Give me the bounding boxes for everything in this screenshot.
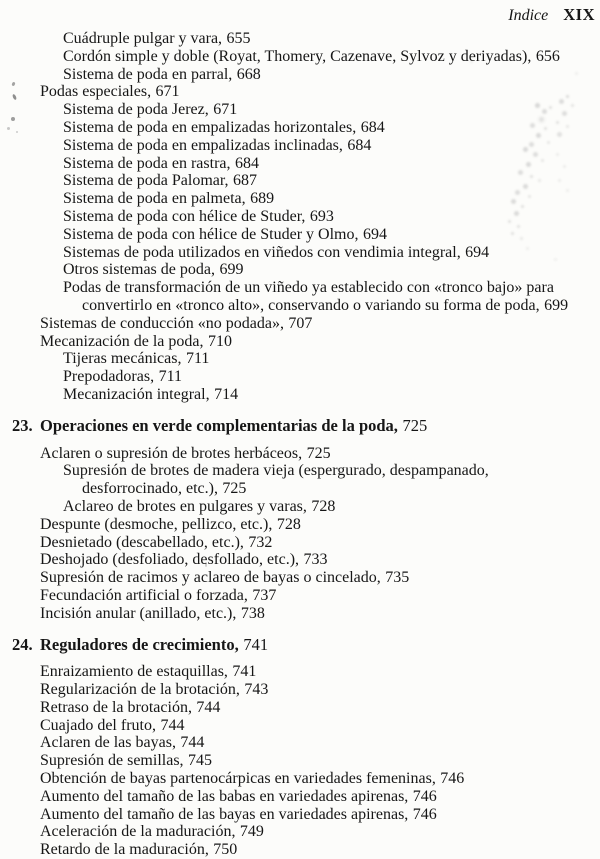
toc-entry	[0, 841, 598, 859]
entry-page-number: 741	[243, 634, 269, 654]
entry-page-number: 741	[232, 663, 257, 681]
toc-entry	[0, 717, 598, 735]
entry-page-number: 746	[412, 805, 437, 823]
toc-entry	[0, 806, 598, 824]
entry-page-number: 743	[244, 681, 269, 699]
entry-label: Sistema de poda Palomar,	[63, 172, 229, 190]
toc-entry	[0, 172, 598, 190]
toc-entry	[0, 66, 598, 84]
entry-label: Podas de transformación de un viñedo ya establecido con «tronco bajo» para	[63, 279, 554, 297]
entry-label: Supresión de racimos y aclareo de bayas o cincelado,	[40, 569, 381, 587]
entry-page-number: 671	[155, 83, 180, 101]
chapter-number: 24.	[12, 634, 33, 654]
entry-label: Despunte (desmoche, pellizco, etc.),	[40, 515, 273, 533]
toc-chapter-entry	[0, 417, 598, 435]
entry-page-number: 655	[226, 30, 251, 47]
entry-label: Sistema de poda en palmeta,	[63, 190, 246, 208]
entry-label: Reguladores de crecimiento,	[40, 634, 239, 654]
entry-label: Sistema de poda en rastra,	[63, 154, 231, 172]
entry-label: Incisión anular (anillado, etc.),	[40, 604, 237, 622]
entry-label: Prepodadoras,	[63, 368, 155, 386]
entry-label: Cuajado del fruto,	[40, 716, 156, 734]
toc-entry	[0, 734, 598, 752]
page-header	[0, 5, 595, 25]
entry-label: Deshojado (desfoliado, desfollado, etc.),	[40, 551, 300, 569]
entry-label: Podas especiales,	[40, 83, 152, 101]
entry-page-number: 745	[188, 752, 213, 770]
toc-entry	[0, 226, 598, 244]
toc-entry	[0, 498, 598, 516]
toc-entry	[0, 279, 598, 297]
entry-label: Cuádruple pulgar y vara,	[63, 30, 223, 47]
entry-label: convertirlo en «tronco alto», conservando o variando su forma de poda,	[82, 296, 540, 314]
entry-page-number: 699	[544, 296, 569, 314]
entry-label: Obtención de bayas partenocárpicas en variedades femeninas,	[40, 770, 436, 788]
toc-entry	[0, 48, 598, 66]
entry-label: Retardo de la maduración,	[40, 841, 209, 859]
entry-label: Mecanización integral,	[63, 385, 210, 403]
entry-page-number: 656	[535, 47, 560, 65]
toc-entry	[0, 30, 598, 48]
entry-page-number: 725	[402, 415, 428, 435]
toc-entry	[0, 333, 598, 351]
toc-entry	[0, 770, 598, 788]
toc-entry	[0, 823, 598, 841]
toc-entry	[0, 190, 598, 208]
running-title: Indice	[508, 7, 549, 24]
entry-page-number: 684	[234, 154, 259, 172]
entry-label: Sistema de poda con hélice de Studer y Olmo,	[63, 225, 359, 243]
entry-page-number: 728	[311, 497, 336, 515]
toc-entry	[0, 681, 598, 699]
entry-label: Fecundación artificial o forzada,	[40, 586, 248, 604]
toc-entry	[0, 752, 598, 770]
entry-page-number: 746	[440, 770, 465, 788]
entry-label: Sistemas de poda utilizados en viñedos con vendimia integral,	[63, 243, 461, 261]
toc-entry	[0, 386, 598, 404]
entry-page-number: 744	[180, 734, 205, 752]
entry-label: Regularización de la brotación,	[40, 681, 240, 699]
toc-entry	[0, 101, 598, 119]
entry-label: Aumento del tamaño de las bayas en variedades apirenas,	[40, 805, 409, 823]
entry-label: Sistemas de conducción «no podada»,	[40, 314, 284, 332]
entry-label: Supresión de semillas,	[40, 752, 184, 770]
entry-page-number: 687	[233, 172, 258, 190]
entry-label: Retraso de la brotación,	[40, 698, 192, 716]
entry-label: Tijeras mecánicas,	[63, 350, 182, 368]
entry-label: Sistema de poda en empalizadas horizontales,	[63, 118, 357, 136]
entry-label: Supresión de brotes de madera vieja (espergurado, despampanado,	[63, 462, 489, 480]
scan-stain	[0, 0, 3, 3]
toc-entry	[0, 208, 598, 226]
toc-entry	[0, 699, 598, 717]
entry-page-number: 689	[250, 190, 275, 208]
entry-label: Enraizamiento de estaquillas,	[40, 663, 228, 681]
entry-page-number: 746	[412, 787, 437, 805]
entry-label: Sistema de poda en empalizadas inclinadas,	[63, 136, 343, 154]
entry-page-number: 710	[207, 332, 232, 350]
chapter-number: 23.	[12, 415, 33, 435]
toc-entry	[0, 368, 598, 386]
toc-entry	[0, 534, 598, 552]
toc-entry	[0, 788, 598, 806]
entry-page-number: 749	[239, 823, 264, 841]
entry-page-number: 750	[213, 841, 238, 859]
toc-entry	[0, 155, 598, 173]
entry-label: desforrocinado, etc.),	[82, 480, 218, 498]
entry-label: Aclaren de las bayas,	[40, 734, 176, 752]
entry-page-number: 694	[362, 225, 387, 243]
entry-label: Aclareo de brotes en pulgares y varas,	[63, 497, 307, 515]
entry-page-number: 744	[196, 698, 221, 716]
entry-page-number: 694	[465, 243, 490, 261]
entry-label: Aumento del tamaño de las babas en variedades apirenas,	[40, 787, 409, 805]
entry-page-number: 699	[219, 261, 244, 279]
toc-entry	[0, 663, 598, 681]
toc-entry	[0, 261, 598, 279]
entry-page-number: 728	[276, 515, 301, 533]
entry-page-number: 725	[306, 444, 331, 462]
entry-page-number: 693	[309, 207, 334, 225]
entry-page-number: 744	[160, 716, 185, 734]
entry-page-number: 684	[360, 118, 385, 136]
entry-page-number: 711	[158, 368, 182, 386]
toc-entry	[0, 462, 598, 480]
entry-page-number: 671	[213, 101, 238, 119]
entry-page-number: 732	[248, 533, 273, 551]
toc-chapter-entry	[0, 636, 598, 654]
toc-entry	[0, 350, 598, 368]
toc-entry	[0, 315, 598, 333]
entry-page-number: 707	[288, 314, 313, 332]
page-number: XIX	[563, 5, 595, 24]
toc-entry	[0, 587, 598, 605]
entry-page-number: 725	[222, 480, 247, 498]
entry-page-number: 735	[385, 569, 410, 587]
toc-entry	[0, 445, 598, 463]
entry-label: Otros sistemas de poda,	[63, 261, 215, 279]
entry-label: Sistema de poda con hélice de Studer,	[63, 207, 306, 225]
entry-page-number: 738	[240, 604, 265, 622]
entry-page-number: 733	[303, 551, 328, 569]
toc-entry	[0, 137, 598, 155]
entry-page-number: 737	[252, 586, 277, 604]
toc-entry	[0, 297, 598, 315]
entry-page-number: 714	[214, 385, 239, 403]
toc-list	[0, 30, 598, 859]
entry-label: Desnietado (descabellado, etc.),	[40, 533, 244, 551]
entry-label: Sistema de poda Jerez,	[63, 101, 209, 119]
toc-entry	[0, 605, 598, 623]
toc-entry	[0, 569, 598, 587]
entry-label: Operaciones en verde complementarias de la poda,	[40, 415, 398, 435]
toc-entry	[0, 83, 598, 101]
entry-page-number: 668	[236, 65, 261, 83]
entry-page-number: 684	[347, 136, 372, 154]
toc-entry	[0, 119, 598, 137]
toc-entry	[0, 244, 598, 262]
entry-label: Aclaren o supresión de brotes herbáceos,	[40, 444, 303, 462]
toc-entry	[0, 480, 598, 498]
entry-page-number: 711	[185, 350, 210, 368]
entry-label: Cordón simple y doble (Royat, Thomery, Cazenave, Sylvoz y deriyadas),	[63, 47, 532, 65]
toc-entry	[0, 516, 598, 534]
entry-label: Aceleración de la maduración,	[40, 823, 236, 841]
entry-label: Mecanización de la poda,	[40, 332, 204, 350]
entry-label: Sistema de poda en parral,	[63, 65, 233, 83]
toc-entry	[0, 551, 598, 569]
